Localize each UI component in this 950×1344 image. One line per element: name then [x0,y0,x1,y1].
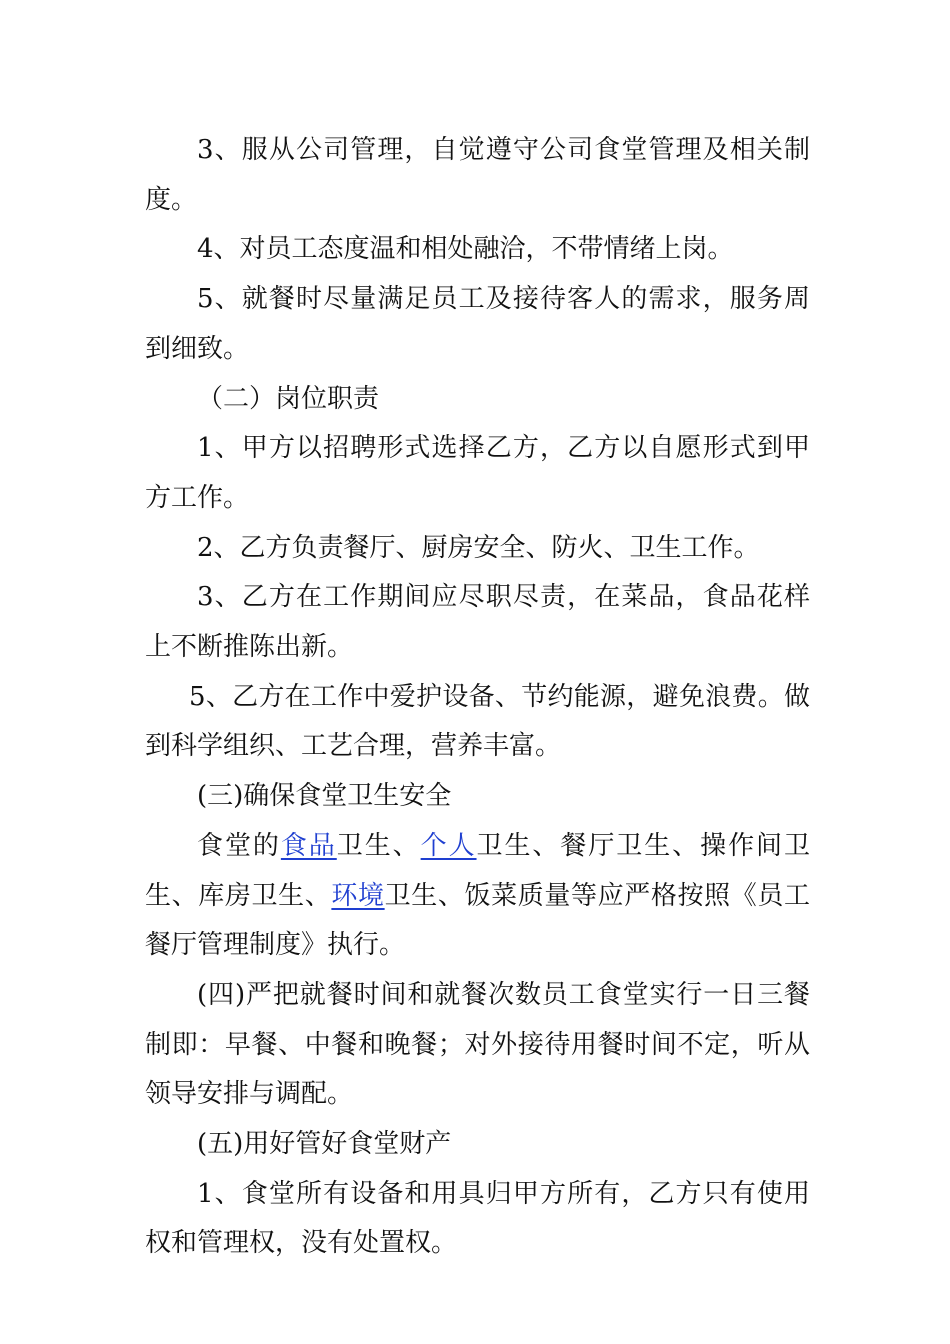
section-heading-meal-times: (四)严把就餐时间和就餐次数员工食堂实行一日三餐制即：早餐、中餐和晚餐；对外接待用餐时间不定，听从领导安排与调配。 [145,979,810,1110]
paragraph-hygiene [145,822,810,971]
paragraph-duty-2: 2、乙方负责餐厅、厨房安全、防火、卫生工作。 [197,532,760,563]
document-body [145,126,810,1269]
hygiene-text-4: 卫生、饭菜质量等应严格按照《员工餐厅管理制度》执行。 [145,880,810,961]
hygiene-text-2: 卫生、 [336,830,421,861]
paragraph-duty-5: 5、乙方在工作中爱护设备、节约能源，避免浪费。做到科学组织、工艺合理，营养丰富。 [145,681,810,762]
link-environment[interactable]: 环境 [331,880,385,911]
hygiene-text-3: 卫生、餐厅卫生、操作间卫生、库房卫生、 [145,830,810,911]
hygiene-text-1: 食堂的 [197,830,281,861]
paragraph-duty-1: 1、甲方以招聘形式选择乙方，乙方以自愿形式到甲方工作。 [145,433,810,513]
section-heading-duties: （二）岗位职责 [197,383,380,414]
link-personal[interactable]: 个人 [420,830,477,861]
paragraph-duty-3: 3、乙方在工作期间应尽职尽责，在菜品，食品花样上不断推陈出新。 [145,582,810,663]
paragraph-property-1: 1、食堂所有设备和用具归甲方所有，乙方只有使用权和管理权，没有处置权。 [145,1178,810,1259]
paragraph-service-3: 5、就餐时尽量满足员工及接待客人的需求，服务周到细致。 [145,284,810,364]
section-heading-hygiene: (三)确保食堂卫生安全 [197,781,452,812]
paragraph-service-1: 3、服从公司管理，自觉遵守公司食堂管理及相关制度。 [145,135,810,215]
section-heading-property: (五)用好管好食堂财产 [197,1129,452,1160]
paragraph-service-2: 4、对员工态度温和相处融洽，不带情绪上岗。 [197,234,734,265]
link-food[interactable]: 食品 [280,830,337,861]
